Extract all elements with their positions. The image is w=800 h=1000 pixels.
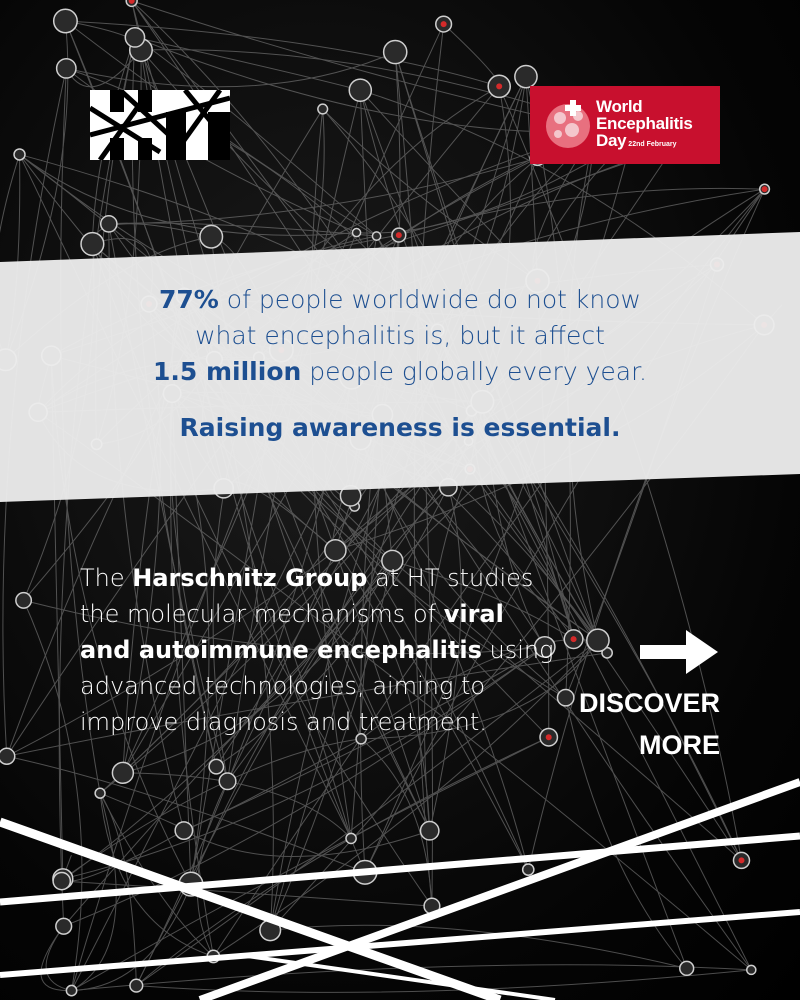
group-name: Harschnitz Group <box>132 564 368 592</box>
world-encephalitis-day-text: World Encephalitis Day 22nd February <box>596 97 693 150</box>
awareness-call: Raising awareness is essential. <box>179 413 621 442</box>
awareness-statement: 77% of people worldwide do not know what encephalitis is, but it affect 1.5 million people globally every year. Raising awareness is essential. <box>0 282 800 446</box>
research-highlight: viral and autoimmune encephalitis <box>80 600 504 664</box>
stat-percentage: 77% <box>158 285 219 314</box>
group-description: The Harschnitz Group at HT studies the molecular mechanisms of viral and autoimmune encephalitis using advanced technologies, aiming to improve diagnosis and treatment. <box>80 564 554 736</box>
event-date: 22nd February <box>628 141 677 148</box>
arrow-right-icon <box>640 630 720 674</box>
stat-affected-count: 1.5 million <box>153 357 302 386</box>
discover-more-label: DISCOVER MORE <box>578 688 720 760</box>
